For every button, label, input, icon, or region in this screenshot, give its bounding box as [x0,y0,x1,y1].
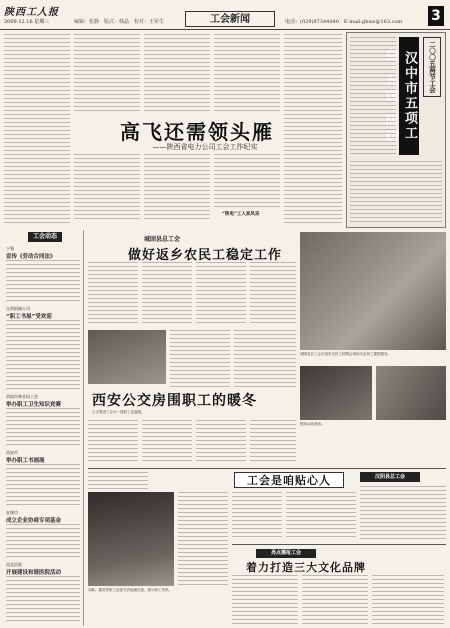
article-text-block [142,420,192,464]
page-header [0,0,450,30]
article-text-block [284,34,342,224]
article-text-block [196,420,246,464]
winter-caption-2: 慰问活动现场。 [300,422,325,426]
article-text-block [6,524,80,558]
bottom-left-caption: 刘新、董奕等职工参加书法绘画比赛，展示职工风采。 [88,588,172,592]
article-text-block [142,262,192,326]
brief-place: 西安市 [6,450,18,455]
left-column-label: 工会动态 [28,232,62,242]
masthead: 陕西工人报 [4,7,59,18]
article-text-block [250,262,296,326]
article-text-block [6,320,80,390]
dateline: 2009.12.16 星期三 [4,19,50,25]
winter-photo-3 [376,366,446,420]
article-text-block [350,37,396,155]
article-text-block [170,330,230,388]
section-title: 工会新闻 [185,11,275,27]
right-feature-box [346,32,446,228]
article-text-block [178,492,228,586]
brief-title: 成立企业协商专项基金 [6,518,62,524]
article-text-block [232,575,298,625]
article-text-block [302,575,368,625]
article-text-block [144,154,210,220]
right-feature-vertical-title: 汉中市五项工会“五送”活动 [399,37,419,155]
article-text-block [232,492,282,538]
brief-place: 安康市 [6,510,18,515]
winter-photo-1 [88,330,166,384]
article-text-block [6,464,80,506]
brief-place: 西北医院 [6,562,22,567]
contact-info: 电话：(029)87344040 E-mail:ghxw@163.com [285,19,403,25]
brand-story-headline: 着力打造三大文化品牌 [246,561,366,574]
page-number: 3 [428,6,444,26]
article-text-block [372,575,444,625]
article-text-block [350,161,442,225]
heart-photo [88,492,174,586]
left-news-column [4,230,84,626]
brand-story [232,544,446,626]
brief-place: 宁强 [6,246,14,251]
main-headline: 高飞还需领头雁 [120,120,274,144]
heart-headline: 工会是咱贴心人 [234,472,344,488]
article-text-block [144,34,210,114]
article-text-block [234,330,296,388]
article-text-block [4,34,70,224]
brief-title: 宣传《劳动合同法》 [6,254,56,260]
article-text-block [214,154,280,208]
article-text-block [6,408,80,446]
article-text-block [6,576,80,622]
article-text-block [74,34,140,114]
brief-title: “职工书屋”受欢迎 [6,314,52,320]
winter-photo-2 [300,366,372,420]
article-text-block [250,420,296,464]
main-subheadline: ——陕西省电力公司工会工作纪实 [152,143,258,151]
heart-banner: 汉阴县总工会 [360,472,420,482]
article-text-block [360,486,446,542]
article-text-block [196,262,246,326]
brief-place: 渭南市林业局工会 [6,394,38,399]
farm-story-photo [300,232,446,350]
staff-credits: 编辑：张静 版式：韩晶 校对：王军生 [74,19,165,25]
article-text-block [88,420,138,464]
section-divider [88,468,446,469]
article-text-block [88,262,138,326]
farm-story-headline: 做好返乡农民工稳定工作 [128,248,283,263]
farm-story-caption: 城固县总工会在返乡农民工招聘会现场为农民工提供服务。 [300,352,391,356]
side-caption: “陕电”工人家风采 [222,212,260,217]
farm-story-kicker: 城固县总工会 [144,236,181,243]
brief-place: 宝鸡机械公司 [6,306,30,311]
brief-title: 举办职工书画展 [6,458,45,464]
brand-story-kicker: 亮点播报工会 [256,549,316,558]
winter-headline: 西安公交房围职工的暖冬 [92,393,257,409]
article-text-block [6,260,80,302]
winter-caption-1: 公交集团工会为一线职工送温暖。 [92,410,145,414]
right-feature-series-label: 二〇〇五两节工会 [423,37,441,97]
article-text-block [214,34,280,114]
article-text-block [286,492,356,538]
brief-title: 开展建设和谐医院活动 [6,570,62,576]
article-text-block [88,472,148,490]
article-text-block [74,154,140,220]
brief-title: 举办职工卫生知识竞赛 [6,402,62,408]
